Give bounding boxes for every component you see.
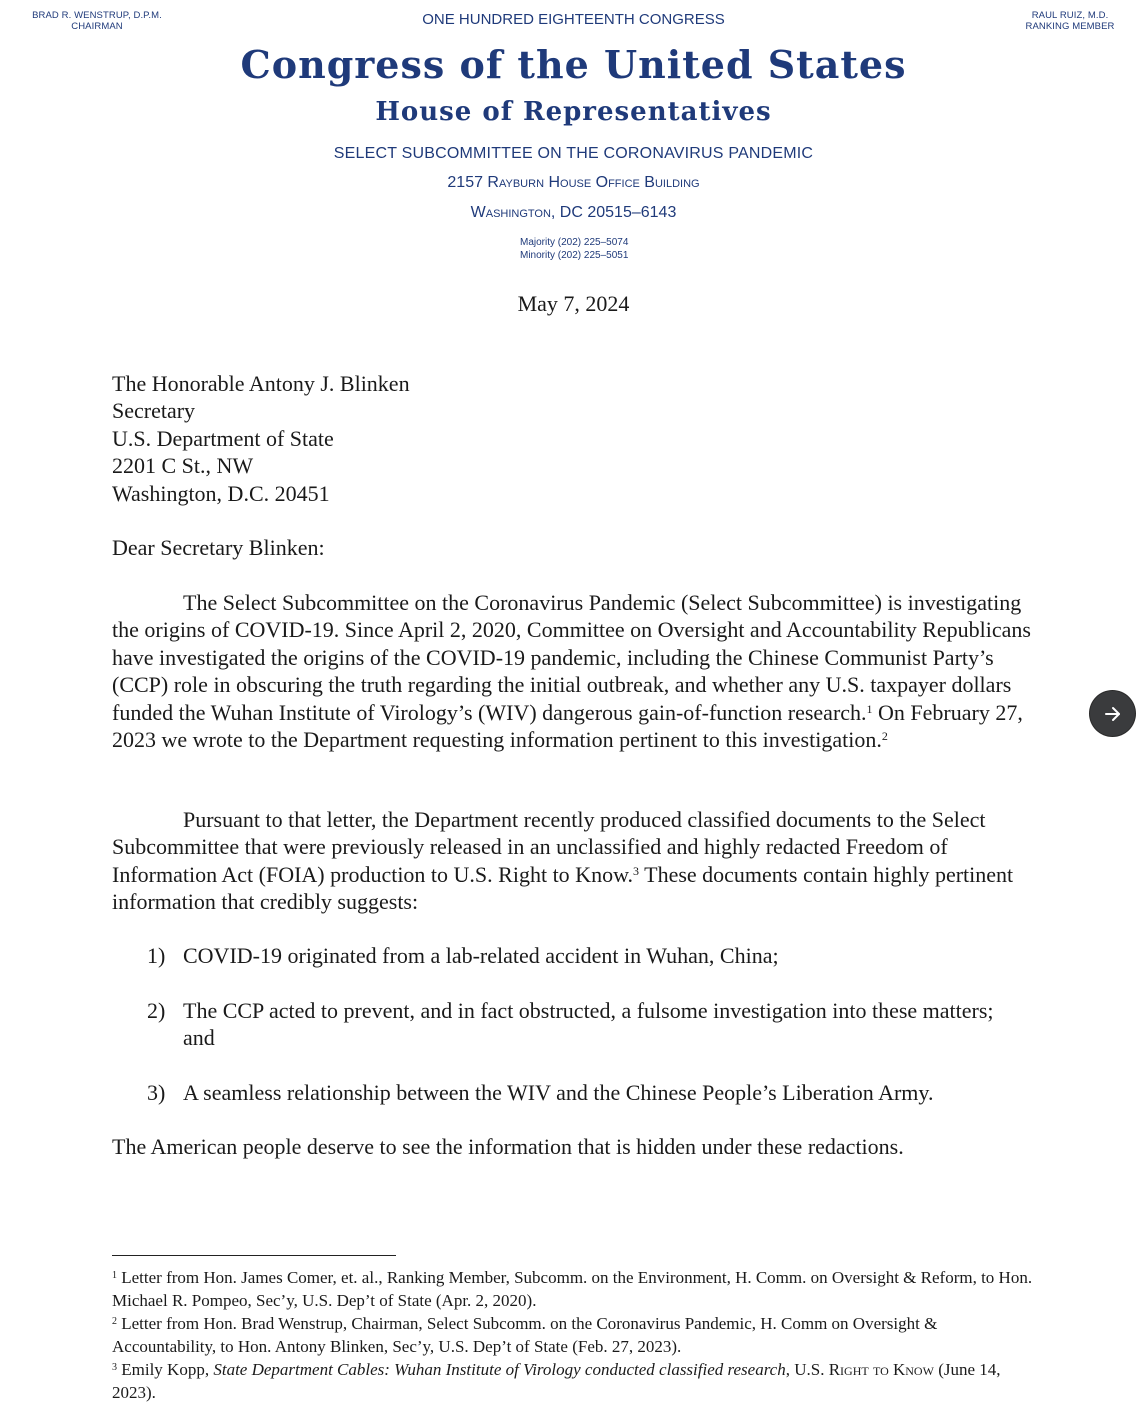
footnote-3-number: 3 (112, 1362, 117, 1373)
paragraph-2-text-a: Pursuant to that letter, the Department recently produced classified documents to the Select Subcommittee that were previously released in an unclassified and highly redacted Freedom of Information Act (FOIA) production to U.S. Right to Know. (112, 807, 986, 887)
footnote-3-date: (June 14, 2023). (112, 1360, 1001, 1402)
congress-title: Congress of the United States (240, 42, 907, 87)
recipient-street: 2201 C St., NW (112, 453, 254, 479)
footnote-3-publisher: , U.S. Right to Know (785, 1360, 934, 1379)
paragraph-1-text-a: The Select Subcommittee on the Coronavirus Pandemic (Select Subcommittee) is investigating the origins of COVID-19. Since April 2, 2020, Committee on Oversight and Accountability Republicans have investigated the origins of the COVID-19 pandemic, including the Chinese Communist Party’s (CCP) role in obscuring the truth regarding the initial outbreak, and whether any U.S. taxpayer dollars funded the Wuhan Institute of Virology’s (WIV) dangerous gain-of-function research. (112, 590, 1031, 725)
footnote-divider (112, 1255, 396, 1256)
list-item-text: The CCP acted to prevent, and in fact obstructed, a fulsome investigation into these matters; and (183, 998, 994, 1051)
letter-date: May 7, 2024 (517, 291, 630, 316)
phone-block (520, 236, 628, 262)
list-item-number: 2) (147, 998, 166, 1023)
footnote-1-text: Letter from Hon. James Comer, et. al., Ranking Member, Subcomm. on the Environment, H. Comm. on Oversight & Reform, to Hon. Michael R. Pompeo, Sec’y, U.S. Dep’t of State (Apr. 2, 2020). (112, 1268, 1033, 1310)
paragraph-2-text-b: These documents contain highly pertinent information that credibly suggests: (112, 861, 1014, 915)
list-item-text: A seamless relationship between the WIV and the Chinese People’s Liberation Army. (183, 1080, 934, 1105)
footnote-2-text: Letter from Hon. Brad Wenstrup, Chairman, Select Subcomm. on the Coronavirus Pandemic, H. Comm on Oversight & Accountability, to Hon. Antony Blinken, Sec’y, U.S. Dep’t of State (Feb. 27, 2023). (112, 1314, 938, 1356)
footnote-ref-1[interactable]: 1 (866, 701, 873, 716)
recipient-name: The Honorable Antony J. Blinken (112, 371, 410, 396)
footnote-3-author: Emily Kopp, (117, 1360, 214, 1379)
list-item (147, 997, 1027, 1052)
footnote-ref-3[interactable]: 3 (633, 863, 640, 878)
footnote-ref-2[interactable]: 2 (881, 729, 888, 744)
chairman-title: CHAIRMAN (71, 21, 123, 32)
footnote-3-title: State Department Cables: Wuhan Institute of Virology conducted classified research (213, 1360, 786, 1379)
subcommittee-name: SELECT SUBCOMMITTEE ON THE CORONAVIRUS PANDEMIC (333, 145, 814, 162)
recipient-title: Secretary (112, 398, 196, 424)
paragraph-2 (112, 806, 1042, 916)
footnote-2-number: 2 (112, 1316, 117, 1327)
footnote-3 (112, 1358, 1042, 1404)
address-line-1: 2157 Rayburn House Office Building (447, 174, 700, 191)
footnote-1-number: 1 (112, 1270, 117, 1281)
congress-number: ONE HUNDRED EIGHTEENTH CONGRESS (422, 11, 725, 28)
paragraph-1 (112, 589, 1042, 753)
list-item (147, 942, 1027, 969)
phone-majority: Majority (202) 225–5074 (520, 237, 629, 248)
chairman-name: BRAD R. WENSTRUP, D.P.M. (32, 10, 162, 21)
ranking-member-title: RANKING MEMBER (1025, 21, 1115, 32)
phone-minority: Minority (202) 225–5051 (520, 250, 629, 261)
list-item-text: COVID-19 originated from a lab-related accident in Wuhan, China; (183, 943, 779, 968)
recipient-city: Washington, D.C. 20451 (112, 480, 330, 506)
salutation: Dear Secretary Blinken: (112, 535, 325, 560)
footnote-2 (112, 1312, 1042, 1358)
ranking-member-name: RAUL RUIZ, M.D. (1031, 10, 1109, 21)
closing-paragraph: The American people deserve to see the information that is hidden under these redactions. (112, 1134, 904, 1159)
next-page-button[interactable] (1090, 691, 1135, 736)
house-title: House of Representatives (375, 97, 772, 127)
paragraph-1-text-b: On February 27, 2023 we wrote to the Department requesting information pertinent to this investigation. (112, 699, 1023, 753)
footnote-1 (112, 1266, 1042, 1312)
recipient-department: U.S. Department of State (112, 425, 334, 451)
list-item (147, 1079, 1027, 1106)
list-item-number: 1) (147, 943, 166, 968)
list-item-number: 3) (147, 1080, 166, 1105)
address-line-2: Washington, DC 20515–6143 (470, 204, 677, 221)
arrow-right-icon (1103, 704, 1123, 724)
recipient-address (112, 370, 410, 507)
